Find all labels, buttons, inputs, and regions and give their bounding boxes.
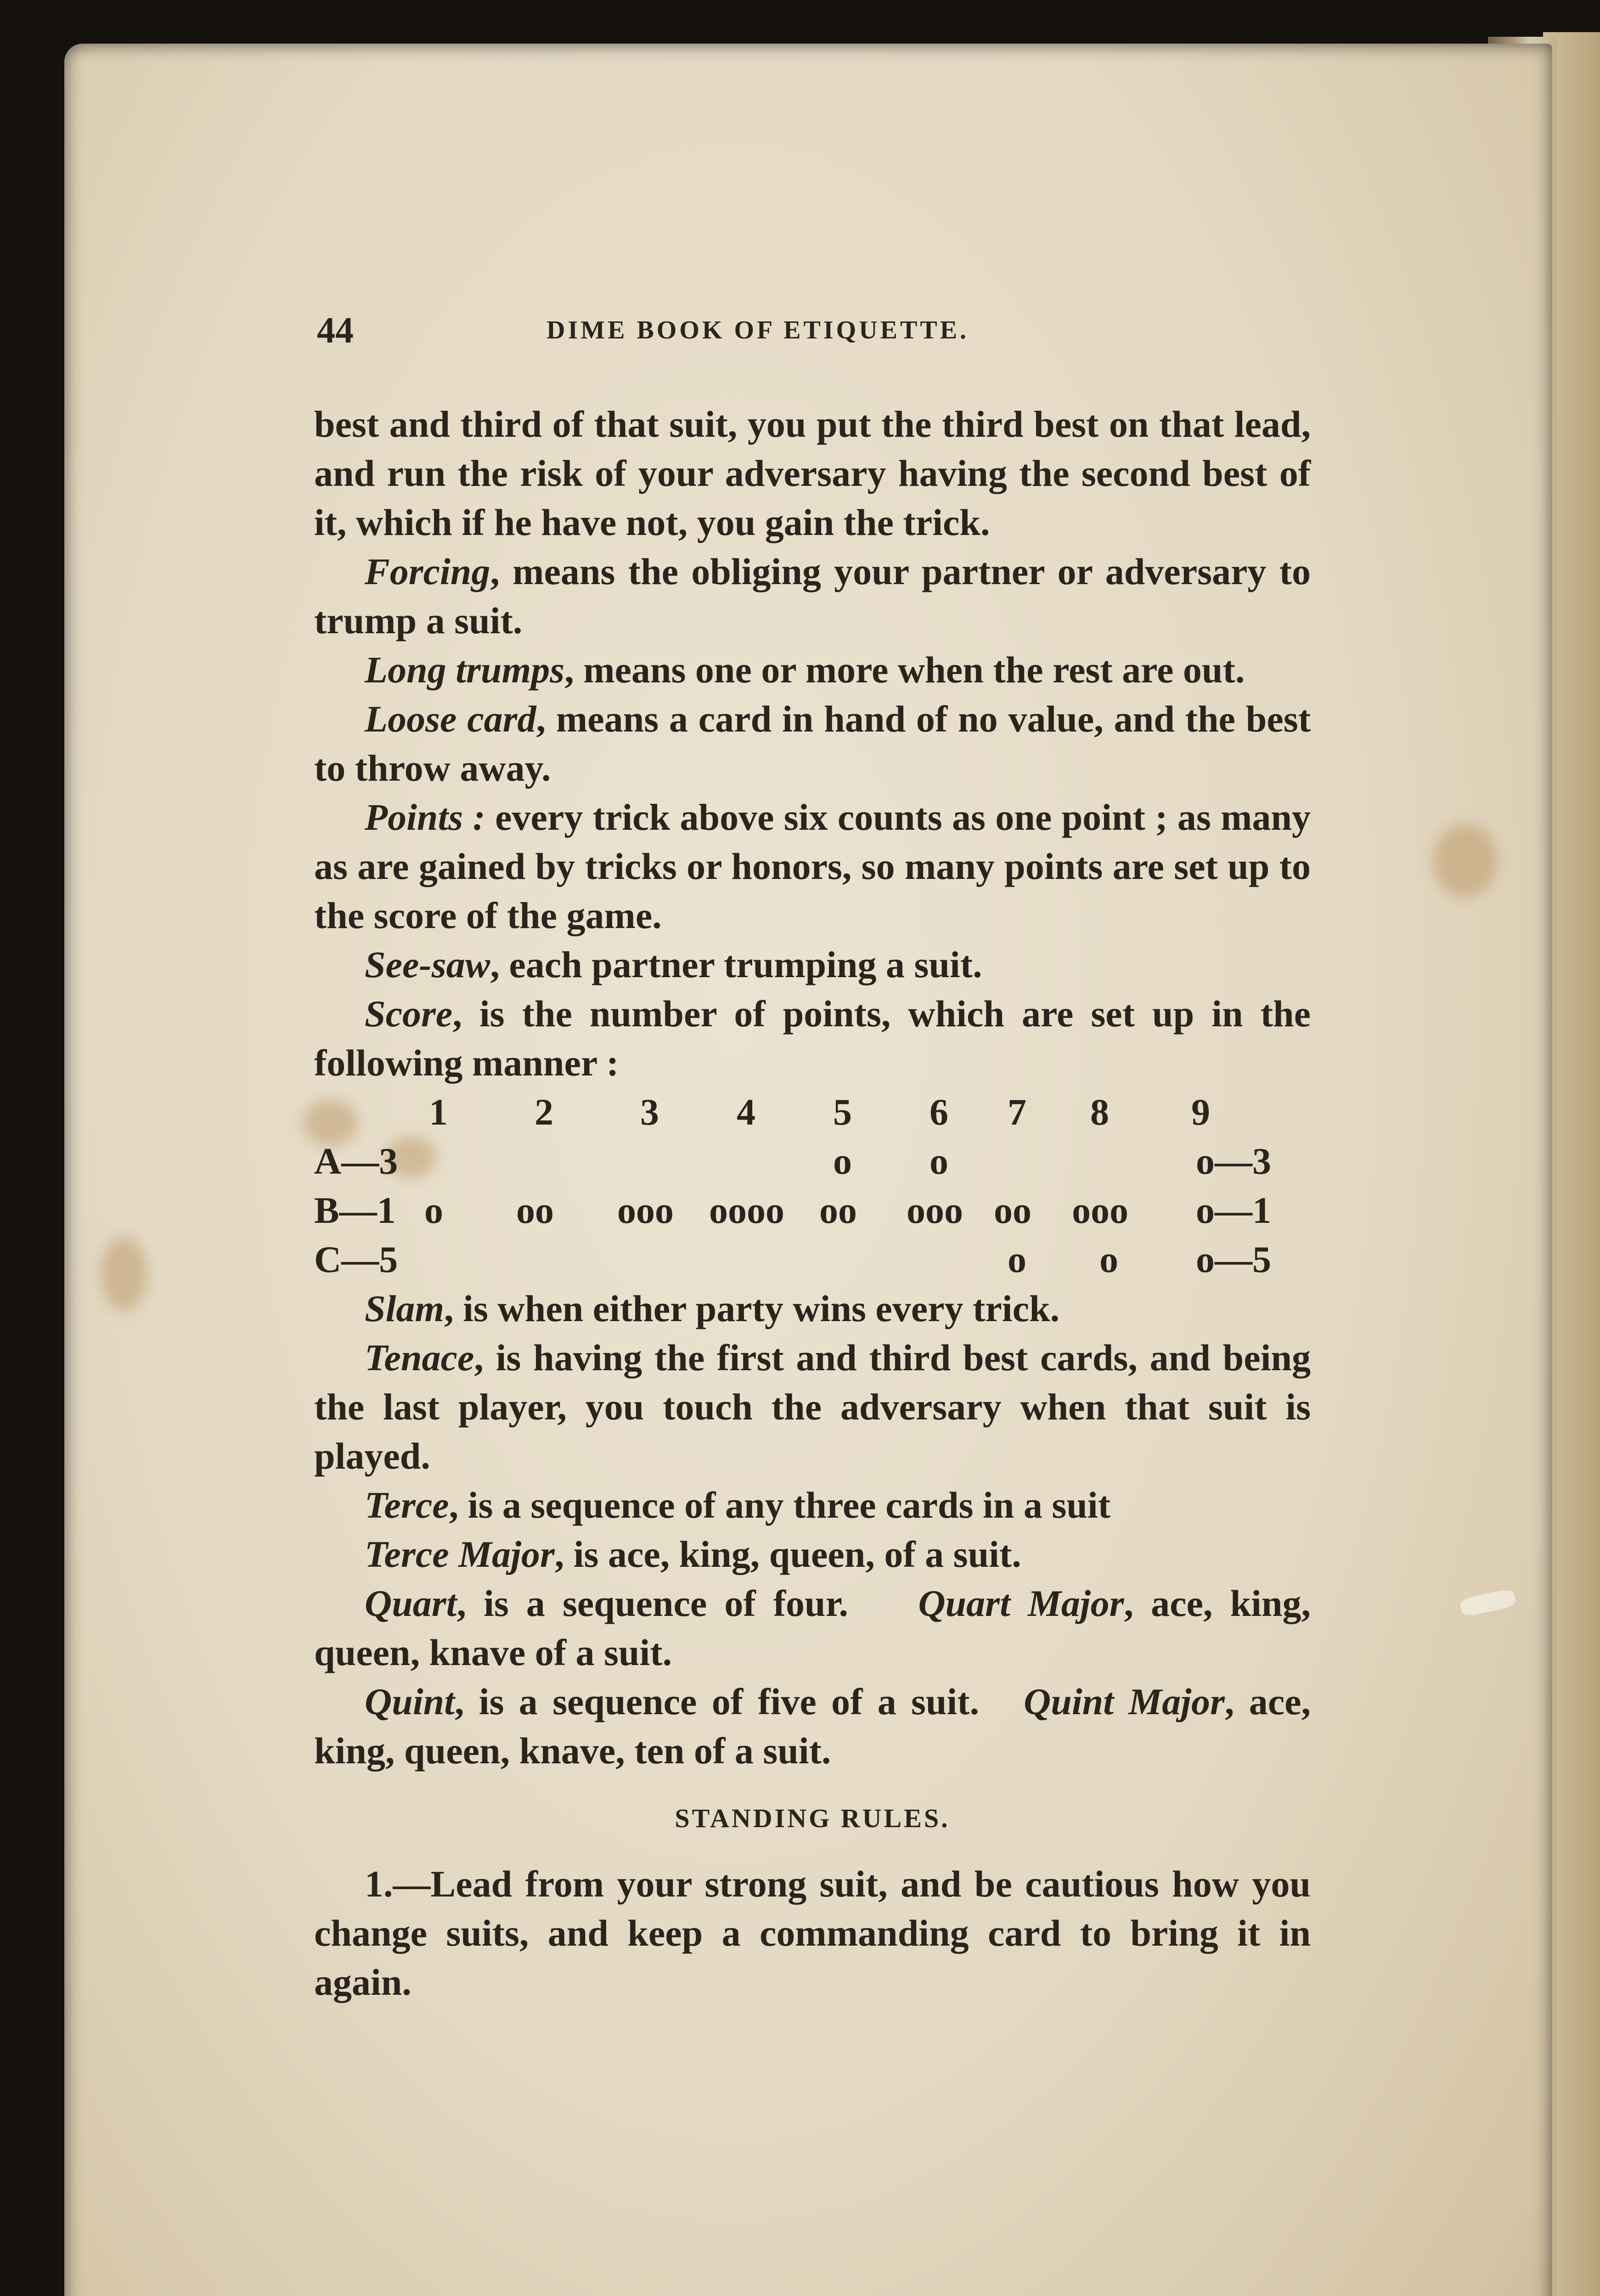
term: Loose card <box>365 698 536 740</box>
term: Points : <box>365 796 485 838</box>
row-label: B—1 <box>314 1189 396 1231</box>
column-number: 7 <box>1008 1091 1026 1133</box>
definition-text: , is the number of points, which are set up in the following manner : <box>314 993 1311 1084</box>
definition-text: , is ace, king, queen, of a suit. <box>554 1533 1021 1575</box>
term: Tenace <box>365 1337 474 1379</box>
score-cell: o <box>1008 1238 1026 1280</box>
rule-item: 1.—Lead from your strong suit, and be cautious how you change suits, and keep a commanding card to bring it in again. <box>314 1863 1311 2003</box>
definition-text: , is a sequence of four. <box>456 1582 849 1624</box>
term: Long trumps <box>365 649 565 691</box>
score-cell: o—3 <box>1196 1140 1271 1182</box>
score-cell: o <box>833 1140 852 1182</box>
score-cell: ooo <box>617 1189 674 1231</box>
foxing-stain <box>1433 824 1497 898</box>
score-cell: o <box>424 1189 443 1231</box>
term: Quart Major <box>918 1582 1124 1624</box>
definition-text: , ace, king, queen, knave of a suit. <box>314 1582 1311 1673</box>
definition-points <box>314 793 1311 940</box>
definition-text: , means a card in hand of no value, and the best to throw away. <box>314 698 1311 789</box>
definition-forcing <box>314 547 1311 645</box>
definition-text: , ace, king, queen, knave, ten of a suit. <box>314 1681 1311 1772</box>
definition-see-saw <box>314 940 1311 989</box>
score-cell: ooo <box>1072 1189 1128 1231</box>
score-cell: o—5 <box>1196 1238 1271 1280</box>
column-number: 9 <box>1191 1091 1210 1133</box>
score-table-header <box>314 1087 1311 1137</box>
term: Slam <box>365 1288 445 1329</box>
score-table <box>314 1087 1311 1284</box>
definition-terce-major <box>314 1530 1311 1579</box>
row-label: A—3 <box>314 1140 398 1182</box>
definition-text: , means the obliging your partner or adversary to trump a suit. <box>314 551 1311 642</box>
definition-score <box>314 989 1311 1087</box>
definition-text: , is a sequence of any three cards in a suit <box>449 1484 1110 1526</box>
paragraph-text: best and third of that suit, you put the third best on that lead, and run the risk of your adversary having the second best of it, which if he have not, you gain the trick. <box>314 403 1311 543</box>
row-label: C—5 <box>314 1238 398 1280</box>
column-number: 5 <box>833 1091 852 1133</box>
term: Forcing <box>365 551 490 592</box>
score-row-c <box>314 1235 1311 1284</box>
paragraph-continuation <box>314 400 1311 547</box>
score-cell: oo <box>994 1189 1031 1231</box>
definition-quart <box>314 1579 1311 1677</box>
definition-text: , means one or more when the rest are out. <box>564 649 1245 691</box>
score-cell: oo <box>516 1189 554 1231</box>
definition-quint <box>314 1677 1311 1775</box>
column-number: 3 <box>640 1091 659 1133</box>
column-number: 6 <box>930 1091 948 1133</box>
score-row-a <box>314 1137 1311 1186</box>
score-row-b <box>314 1186 1311 1235</box>
term: Score <box>365 993 453 1035</box>
running-head: DIME BOOK OF ETIQUETTE. <box>546 316 969 344</box>
score-cell: oo <box>819 1189 857 1231</box>
score-cell: o <box>1099 1238 1118 1280</box>
column-number: 8 <box>1090 1091 1109 1133</box>
term: Terce <box>365 1484 449 1526</box>
score-cell: ooo <box>907 1189 963 1231</box>
term: Terce Major <box>365 1533 555 1575</box>
score-cell: o—1 <box>1196 1189 1271 1231</box>
definition-long-trumps <box>314 645 1311 694</box>
score-cell: oooo <box>709 1189 784 1231</box>
term: See-saw <box>365 944 490 985</box>
term: Quint <box>365 1681 455 1722</box>
score-cell: o <box>930 1140 948 1182</box>
definition-text: every trick above six counts as one point ; as many as are gained by tricks or honors, so many points are set up to the score of the game. <box>314 796 1311 936</box>
definition-text: , is having the first and third best cards, and being the last player, you touch the adversary when that suit is played. <box>314 1337 1311 1477</box>
term: Quint Major <box>1024 1681 1225 1722</box>
definition-text: , is when either party wins every trick. <box>444 1288 1060 1329</box>
page-number: 44 <box>317 310 354 351</box>
definition-loose-card <box>314 694 1311 793</box>
section-heading: STANDING RULES. <box>675 1803 950 1833</box>
column-number: 2 <box>535 1091 553 1133</box>
definition-text: , is a sequence of five of a suit. <box>455 1681 980 1722</box>
column-number: 4 <box>737 1091 755 1133</box>
column-number: 1 <box>429 1091 448 1133</box>
definition-slam <box>314 1284 1311 1333</box>
term: Quart <box>365 1582 457 1624</box>
page-body <box>314 400 1311 2007</box>
definition-tenace <box>314 1333 1311 1480</box>
page-header <box>317 310 1304 356</box>
definition-text: , each partner trumping a suit. <box>490 944 982 985</box>
foxing-stain <box>101 1238 147 1311</box>
definition-terce <box>314 1480 1311 1530</box>
